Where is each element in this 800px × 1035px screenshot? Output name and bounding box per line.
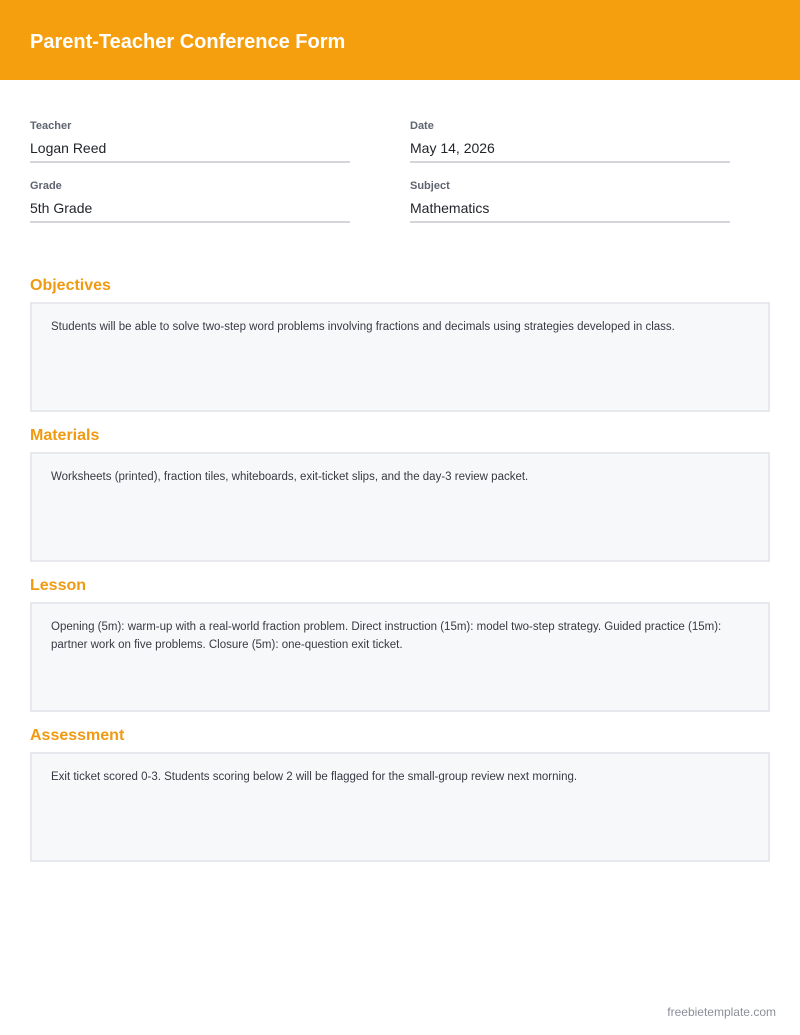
- teacher-field[interactable]: [30, 120, 350, 163]
- objectives-textarea[interactable]: Students will be able to solve two-step word problems involving fractions and decimals using strategies developed in class.: [30, 302, 770, 412]
- form-fields: [0, 80, 800, 270]
- grade-input[interactable]: 5th Grade: [30, 200, 350, 223]
- assessment-textarea[interactable]: Exit ticket scored 0-3. Students scoring below 2 will be flagged for the small-group review next morning.: [30, 752, 770, 862]
- date-field[interactable]: [410, 120, 730, 163]
- subject-label: Subject: [410, 180, 450, 192]
- subject-input[interactable]: Mathematics: [410, 200, 730, 223]
- footer-credit: freebietemplate.com: [667, 1005, 776, 1019]
- page-title: Parent-Teacher Conference Form: [30, 31, 346, 53]
- subject-field[interactable]: [410, 180, 730, 223]
- page-header: [0, 0, 800, 80]
- teacher-input[interactable]: Logan Reed: [30, 140, 350, 163]
- lesson-heading: Lesson: [30, 577, 87, 594]
- assessment-heading: Assessment: [30, 727, 125, 744]
- grade-field[interactable]: [30, 180, 350, 223]
- grade-label: Grade: [30, 180, 62, 192]
- date-label: Date: [410, 120, 434, 132]
- teacher-label: Teacher: [30, 120, 72, 132]
- materials-textarea[interactable]: Worksheets (printed), fraction tiles, whiteboards, exit-ticket slips, and the day-3 review packet.: [30, 452, 770, 562]
- date-input[interactable]: May 14, 2026: [410, 140, 730, 163]
- objectives-heading: Objectives: [30, 277, 111, 294]
- lesson-textarea[interactable]: Opening (5m): warm-up with a real-world fraction problem. Direct instruction (15m): model two-step strategy. Guided practice (15m): partner work on five problems. Closure (5m): one-question exit ticket.: [30, 602, 770, 712]
- materials-heading: Materials: [30, 427, 100, 444]
